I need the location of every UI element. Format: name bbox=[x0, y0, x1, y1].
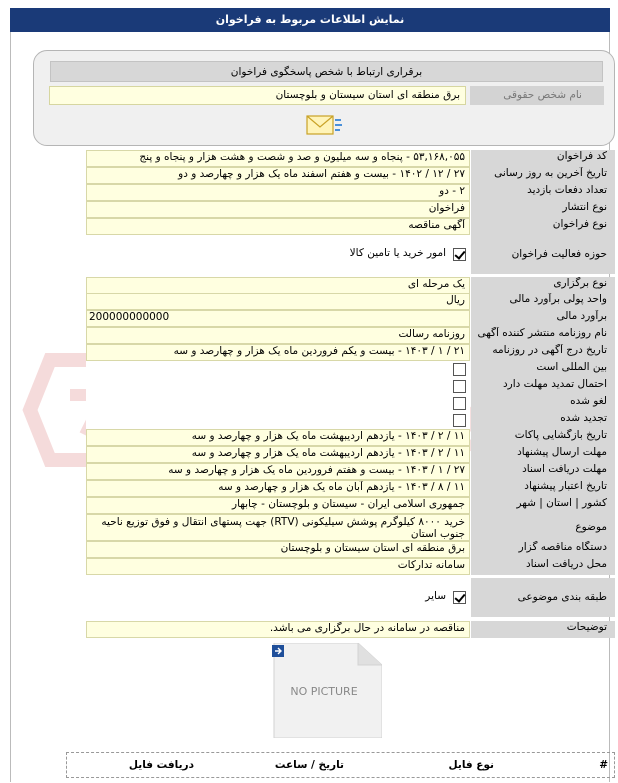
subject-value: خرید ۸۰۰۰ کیلوگرم پوشش سیلیکونی (RTV) جهت پستهای انتقال و فوق توزیع ناحیه جنوب استان bbox=[86, 514, 470, 541]
holding-type-label: نوع برگزاری bbox=[471, 277, 615, 294]
row-doc-place bbox=[86, 558, 615, 575]
category-checkbox[interactable] bbox=[453, 591, 466, 604]
contact-label: نام شخص حقوقی bbox=[470, 86, 604, 105]
activity-label: حوزه فعالیت فراخوان bbox=[471, 235, 615, 274]
row-visits bbox=[86, 184, 615, 201]
organizer-value: برق منطقه ای استان سیستان و بلوچستان bbox=[86, 541, 470, 558]
activity-checkbox[interactable] bbox=[453, 248, 466, 261]
row-estimate bbox=[86, 310, 615, 327]
holding-type-value: یک مرحله ای bbox=[86, 277, 470, 294]
cancelled-checkbox[interactable] bbox=[453, 397, 466, 410]
doc-place-value: سامانه تدارکات bbox=[86, 558, 470, 575]
publish-type-label: نوع انتشار bbox=[471, 201, 615, 218]
col-download: دریافت فایل bbox=[128, 759, 194, 771]
no-picture-text: NO PICTURE bbox=[290, 685, 358, 698]
organizer-label: دستگاه مناقصه گزار bbox=[471, 541, 615, 558]
row-last-date bbox=[86, 167, 615, 184]
page-title: نمایش اطلاعات مربوط به فراخوان bbox=[10, 8, 610, 32]
doc-place-label: محل دریافت اسناد bbox=[471, 558, 615, 575]
row-location bbox=[86, 497, 615, 514]
col-file-type: نوع فایل bbox=[448, 759, 494, 771]
contact-value: برق منطقه ای استان سیستان و بلوچستان bbox=[49, 86, 466, 105]
contact-heading: برقراری ارتباط با شخص پاسخگوی فراخوان bbox=[50, 61, 603, 82]
extension-label: احتمال تمدید مهلت دارد bbox=[471, 378, 615, 395]
news-date-label: تاریخ درج آگهی در روزنامه bbox=[471, 344, 615, 361]
renewed-checkbox[interactable] bbox=[453, 414, 466, 427]
publish-type-value: فراخوان bbox=[86, 201, 470, 218]
mail-envelope-icon[interactable] bbox=[305, 112, 343, 138]
currency-value: ریال bbox=[86, 293, 470, 310]
submit-deadline-label: مهلت ارسال پیشنهاد bbox=[471, 446, 615, 463]
cancelled-label: لغو شده bbox=[471, 395, 615, 412]
row-newspaper bbox=[86, 327, 615, 344]
call-type-value: آگهی مناقصه bbox=[86, 218, 470, 235]
category-label: طبقه بندی موضوعی bbox=[471, 578, 615, 617]
row-category bbox=[86, 578, 615, 617]
call-type-label: نوع فراخوان bbox=[471, 218, 615, 235]
col-date-time: تاریخ / ساعت bbox=[274, 759, 344, 771]
row-code bbox=[86, 150, 615, 167]
visits-label: تعداد دفعات بازدید bbox=[471, 184, 615, 201]
row-notes bbox=[86, 621, 615, 638]
row-opening-date bbox=[86, 429, 615, 446]
row-validity-date bbox=[86, 480, 615, 497]
international-label: بین المللی است bbox=[471, 361, 615, 378]
notes-value: مناقصه در سامانه در حال برگزاری می باشد. bbox=[86, 621, 470, 638]
last-date-value: ۲۷ / ۱۲ / ۱۴۰۲ - بیست و هفتم اسفند ماه یک هزار و چهارصد و دو bbox=[86, 167, 470, 184]
opening-date-value: ۱۱ / ۲ / ۱۴۰۳ - یازدهم اردیبهشت ماه یک هزار و چهارصد و سه bbox=[86, 429, 470, 446]
validity-date-label: تاریخ اعتبار پیشنهاد bbox=[471, 480, 615, 497]
col-num: # bbox=[599, 759, 608, 771]
row-subject bbox=[86, 514, 615, 541]
row-activity bbox=[86, 235, 615, 274]
row-publish-type bbox=[86, 201, 615, 218]
doc-deadline-label: مهلت دریافت اسناد bbox=[471, 463, 615, 480]
row-submit-deadline bbox=[86, 446, 615, 463]
code-value: ۵۳,۱۶۸,۰۵۵ - پنجاه و سه میلیون و صد و شصت و هشت هزار و پنجاه و پنج bbox=[86, 150, 470, 167]
row-currency bbox=[86, 293, 615, 310]
renewed-label: تجدید شده bbox=[471, 412, 615, 429]
row-international bbox=[86, 361, 615, 378]
validity-date-value: ۱۱ / ۸ / ۱۴۰۳ - یازدهم آبان ماه یک هزار و چهارصد و سه bbox=[86, 480, 470, 497]
category-option: سایر bbox=[425, 590, 446, 602]
row-doc-deadline bbox=[86, 463, 615, 480]
activity-option: امور خرید یا تامین کالا bbox=[349, 247, 446, 259]
row-renewed bbox=[86, 412, 615, 429]
international-checkbox[interactable] bbox=[453, 363, 466, 376]
row-news-date bbox=[86, 344, 615, 361]
location-value: جمهوری اسلامی ایران - سیستان و بلوچستان - چابهار bbox=[86, 497, 470, 514]
no-picture-image bbox=[270, 643, 382, 738]
row-cancelled bbox=[86, 395, 615, 412]
subject-label: موضوع bbox=[471, 514, 615, 541]
code-label: کد فراخوان bbox=[471, 150, 615, 167]
news-date-value: ۲۱ / ۱ / ۱۴۰۳ - بیست و یکم فروردین ماه یک هزار و چهارصد و سه bbox=[86, 344, 470, 361]
currency-label: واحد پولی برآورد مالی bbox=[471, 293, 615, 310]
visits-value: ۲ - دو bbox=[86, 184, 470, 201]
submit-deadline-value: ۱۱ / ۲ / ۱۴۰۳ - یازدهم اردیبهشت ماه یک هزار و چهارصد و سه bbox=[86, 446, 470, 463]
activity-value bbox=[86, 235, 470, 274]
newspaper-label: نام روزنامه منتشر کننده آگهی bbox=[471, 327, 615, 344]
notes-label: توضیحات bbox=[471, 621, 615, 638]
row-holding-type bbox=[86, 277, 615, 294]
row-call-type bbox=[86, 218, 615, 235]
last-date-label: تاریخ آخرین به روز رسانی bbox=[471, 167, 615, 184]
location-label: کشور | استان | شهر bbox=[471, 497, 615, 514]
files-table-header bbox=[66, 752, 615, 778]
newspaper-value: روزنامه رسالت bbox=[86, 327, 470, 344]
estimate-label: برآورد مالی bbox=[471, 310, 615, 327]
row-extension bbox=[86, 378, 615, 395]
extension-checkbox[interactable] bbox=[453, 380, 466, 393]
row-organizer bbox=[86, 541, 615, 558]
doc-deadline-value: ۲۷ / ۱ / ۱۴۰۳ - بیست و هفتم فروردین ماه یک هزار و چهارصد و سه bbox=[86, 463, 470, 480]
estimate-value: 200000000000 bbox=[86, 310, 470, 327]
opening-date-label: تاریخ بازگشایی پاکات bbox=[471, 429, 615, 446]
